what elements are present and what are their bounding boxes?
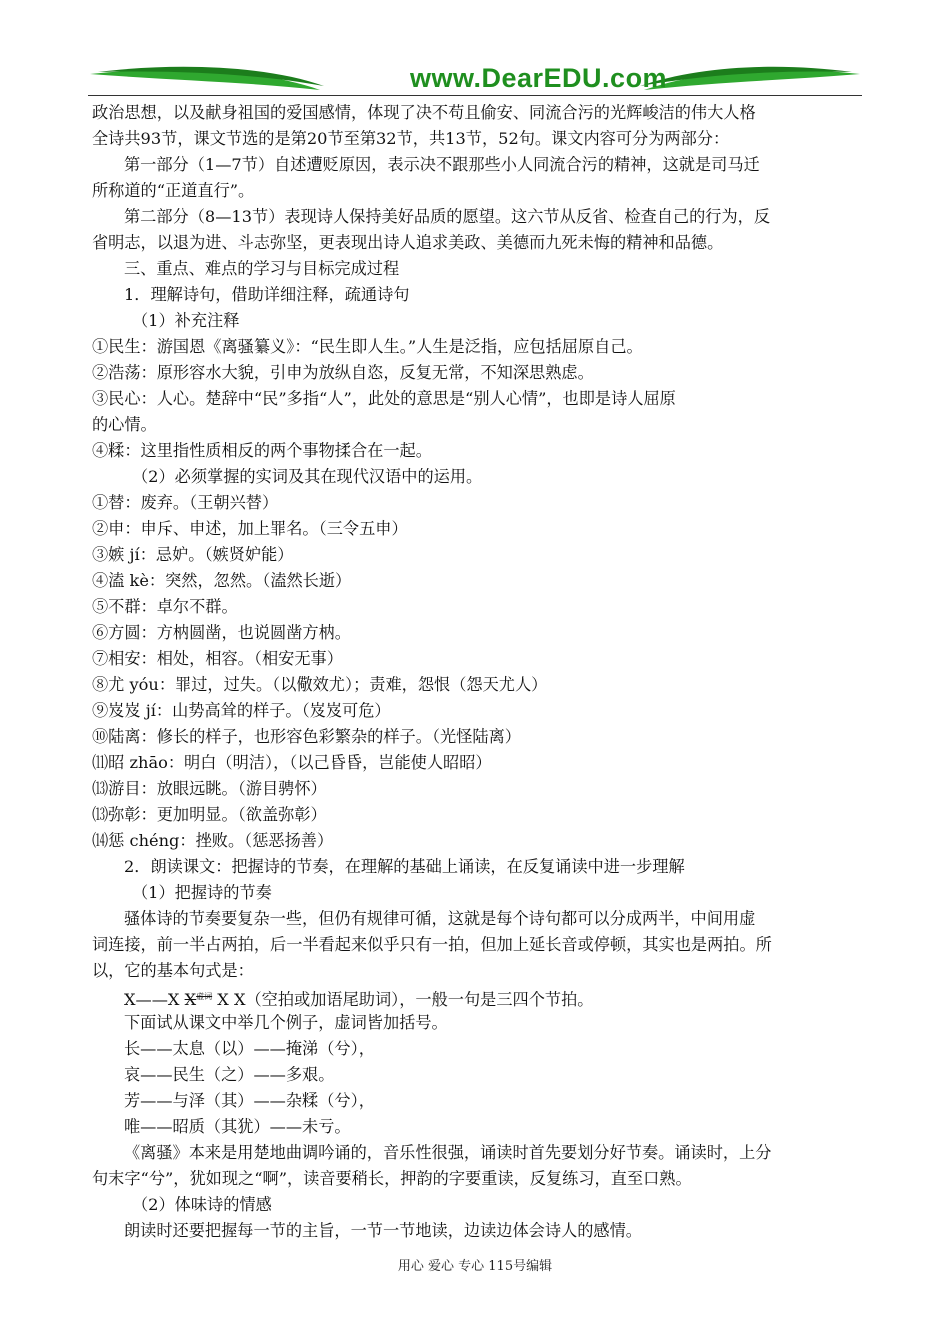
example-line: 哀——民生（之）——多艰。 <box>124 1065 335 1084</box>
vocab-item: ⒀游目：放眼远眺。（游目骋怀） <box>92 779 327 798</box>
subsection-heading: （2）必须掌握的实词及其在现代汉语中的运用。 <box>132 467 483 486</box>
header-divider <box>88 95 862 96</box>
vocab-item: ③嫉 jí：忌妒。（嫉贤妒能） <box>92 545 294 564</box>
paragraph-line: 第一部分（1—7节）自述遭贬原因，表示决不跟那些小人同流合污的精神，这就是司马迁 <box>124 155 760 174</box>
subsection-heading: 2．朗读课文：把握诗的节奏，在理解的基础上诵读，在反复诵读中进一步理解 <box>124 857 685 876</box>
annotation-item: ②浩荡：原形容水大貌，引申为放纵自恣，反复无常，不知深思熟虑。 <box>92 363 594 382</box>
paragraph-line: 下面试从课文中举几个例子，虚词皆加括号。 <box>124 1013 448 1032</box>
example-line: 芳——与泽（其）——杂糅（兮）， <box>124 1091 375 1110</box>
formula-prefix: X——X <box>124 990 180 1009</box>
vocab-item: ⑩陆离：修长的样子，也形容色彩繁杂的样子。（光怪陆离） <box>92 727 521 746</box>
paragraph-line: 全诗共93节，课文节选的是第20节至第32节，共13节，52句。课文内容可分为两部分： <box>92 129 730 148</box>
vocab-item: ①替：废弃。（王朝兴替） <box>92 493 279 512</box>
annotation-item: ④糅：这里指性质相反的两个事物揉合在一起。 <box>92 441 432 460</box>
page-footer: 用心 爱心 专心 115号编辑 <box>397 1259 553 1274</box>
annotation-item: ①民生：游国恩《离骚纂义》：“民生即人生。”人生是泛指，应包括屈原自己。 <box>92 337 643 356</box>
vocab-item: ④溘 kè：突然，忽然。（溘然长逝） <box>92 571 352 590</box>
formula-function-word-note: 虚词 <box>196 992 213 1001</box>
paragraph-line: 政治思想，以及献身祖国的爱国感情，体现了决不苟且偷安、同流合污的光辉峻洁的伟大人格 <box>92 103 756 122</box>
paragraph-line: 《离骚》本来是用楚地曲调吟诵的，音乐性很强，诵读时首先要划分好节奏。诵读时，上分 <box>124 1143 772 1162</box>
vocab-item: ⑥方圆：方枘圆凿，也说圆凿方枘。 <box>92 623 351 642</box>
paragraph-line: 所称道的“正道直行”。 <box>92 181 255 200</box>
annotation-item: ③民心：人心。楚辞中“民”多指“人”，此处的意思是“别人心情”，也即是诗人屈原 <box>92 389 676 408</box>
rhythm-formula <box>92 984 862 1010</box>
paragraph-line: 句末字“兮”，犹如现之“啊”，读音要稍长，押韵的字要重读，反复练习，直至口熟。 <box>92 1169 692 1188</box>
vocab-item: ⑦相安：相处，相容。（相安无事） <box>92 649 343 668</box>
site-header-banner <box>88 60 862 96</box>
formula-suffix: X X（空拍或加语尾助词），一般一句是三四个节拍。 <box>212 990 594 1009</box>
vocab-item: ⑧尤 yóu：罪过，过失。（以儆效尤）；责难，怨恨（怨天尤人） <box>92 675 548 694</box>
vocab-item: ⑾昭 zhāo：明白（明洁），（以己昏昏，岂能使人昭昭） <box>92 753 492 772</box>
vocab-item: ②申：申斥、申述，加上罪名。（三令五申） <box>92 519 408 538</box>
document-body <box>92 100 862 1244</box>
vocab-item: ⒁惩 chéng：挫败。（惩恶扬善） <box>92 831 334 850</box>
formula-struck-x: X <box>184 990 197 1009</box>
example-line: 长——太息（以）——掩涕（兮）， <box>124 1039 375 1058</box>
subsection-heading: （2）体味诗的情感 <box>132 1195 272 1214</box>
example-line: 唯——昭质（其犹）——未亏。 <box>124 1117 351 1136</box>
annotation-item: 的心情。 <box>92 415 157 434</box>
paragraph-line: 朗读时还要把握每一节的主旨，一节一节地读，边读边体会诗人的感情。 <box>124 1221 642 1240</box>
vocab-item: ⑨岌岌 jí：山势高耸的样子。（岌岌可危） <box>92 701 391 720</box>
section-heading: 三、重点、难点的学习与目标完成过程 <box>124 259 400 278</box>
subsection-heading: （1）把握诗的节奏 <box>132 883 272 902</box>
paragraph-line: 骚体诗的节奏要复杂一些，但仍有规律可循，这就是每个诗句都可以分成两半，中间用虚 <box>124 909 756 928</box>
subsection-heading: 1．理解诗句，借助详细注释，疏通诗句 <box>124 285 410 304</box>
paragraph-line: 第二部分（8—13节）表现诗人保持美好品质的愿望。这六节从反省、检查自己的行为，反 <box>124 207 771 226</box>
paragraph-line: 以，它的基本句式是： <box>92 961 254 980</box>
paragraph-line: 词连接，前一半占两拍，后一半看起来似乎只有一拍，但加上延长音或停顿，其实也是两拍。所 <box>92 935 772 954</box>
subsection-heading: （1）补充注释 <box>132 311 240 330</box>
vocab-item: ⒀弥彰：更加明显。（欲盖弥彰） <box>92 805 327 824</box>
site-logo-text[interactable]: www.DearEDU.com <box>410 63 668 93</box>
paragraph-line: 省明志，以退为进、斗志弥坚，更表现出诗人追求美政、美德而九死未悔的精神和品德。 <box>92 233 724 252</box>
vocab-item: ⑤不群：卓尔不群。 <box>92 597 238 616</box>
